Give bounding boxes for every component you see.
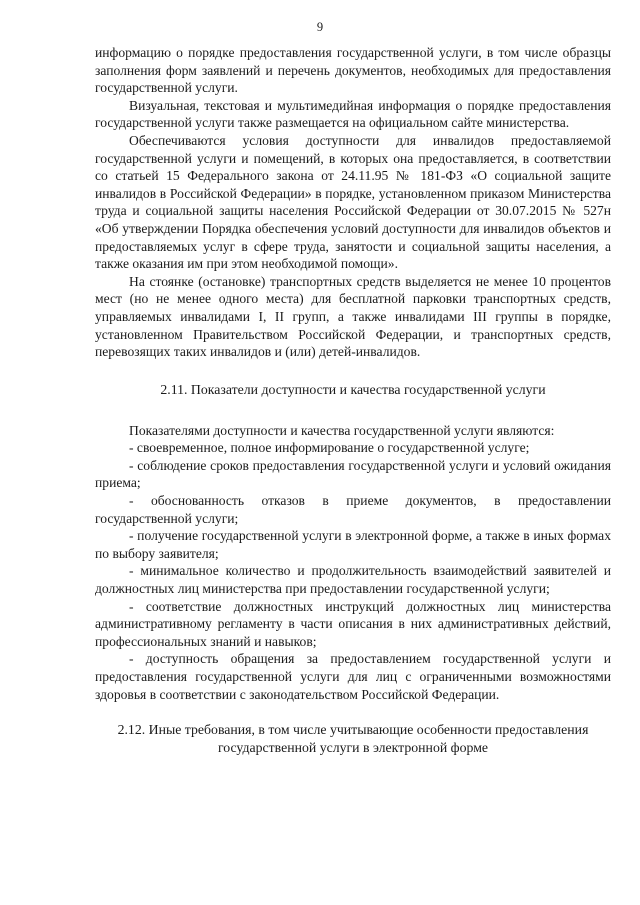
section-heading-2-11: 2.11. Показатели доступности и качества государственной услуги [160,381,546,397]
visual-info-paragraph: Визуальная, текстовая и мультимедийная информация о порядке предоставления государственной услуги также размещается на официальном сайте министерства. [95,97,611,131]
list-item: - обоснованность отказов в приеме документов, в предоставлении государственной услуги; [95,493,611,526]
list-item: - соблюдение сроков предоставления государственной услуги и условий ожидания приема; [95,457,611,491]
list-item: - получение государственной услуги в электронной форме, а также в иных формах по выбору заявителя; [95,528,611,561]
page-number: 9 [316,20,324,34]
continuation-paragraph: информацию о порядке предоставления государственной услуги, в том числе образцы заполнения форм заявлений и перечень документов, необходимых для предоставления государственной услуги. [95,45,611,96]
parking-paragraph: На стоянке (остановке) транспортных средств выделяется не менее 10 процентов мест (но не менее одного места) для бесплатной парковки транспортных средств, управляемых инвалидами I, II групп, а также инвалидами III группы в порядке, установленном Правительством Российской Федерации, и транспортных средств, перевозящих таких инвалидов и (или) детей-инвалидов. [95,273,611,360]
list-item: - соответствие должностных инструкций должностных лиц министерства административному регламенту в части описания в них административных действий, профессиональных знаний и навыков; [95,598,611,649]
list-item: - доступность обращения за предоставлением государственной услуги и предоставления государственной услуги для лиц с ограниченными возможностями здоровья в соответствии с законодательством Российской Федерации. [95,651,611,702]
document-body [95,44,611,757]
list-item: - минимальное количество и продолжительность взаимодействий заявителей и должностных лиц министерства при предоставлении государственной услуги; [95,563,611,597]
indicators-lead: Показателями доступности и качества государственной услуги являются: [129,422,555,438]
list-item: - своевременное, полное информирование о государственной услуге; [129,440,530,456]
accessibility-paragraph: Обеспечиваются условия доступности для инвалидов предоставляемой государственной услуги и помещений, в которых она предоставляется, в соответствии со статьей 15 Федерального закона от 24.11.95 № 181-ФЗ «О социальной защите инвалидов в Российской Федерации» в порядке, установленном приказом Министерства труда и социальной защиты населения Российской Федерации от 30.07.2015 № 527н «Об утверждении Порядка обеспечения условий доступности для инвалидов объектов и предоставляемых услуг в сфере труда, занятости и социальной защиты населения, а также оказания им при этом необходимой помощи». [95,132,611,272]
section-heading-2-12: 2.12. Иные требования, в том числе учитывающие особенности предоставления государственной услуги в электронной форме [117,722,589,756]
